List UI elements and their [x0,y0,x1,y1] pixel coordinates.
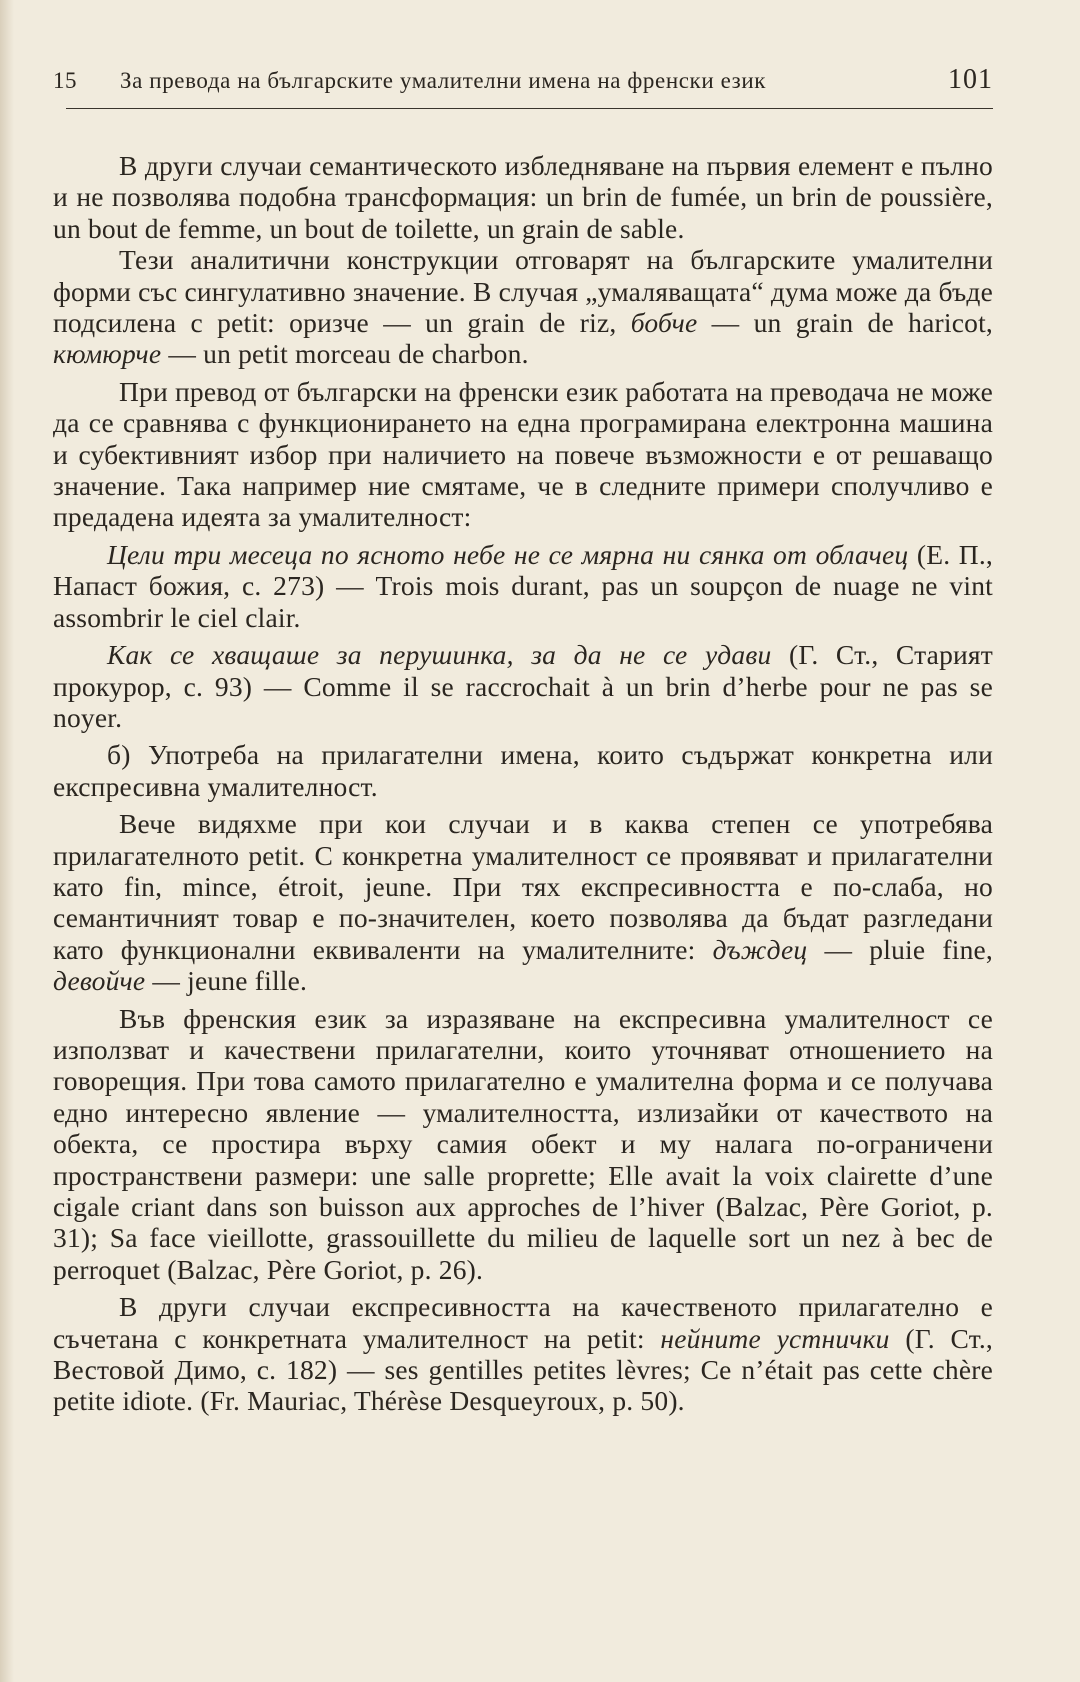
paragraph-2: Тези аналитични конструкции отговарят на българските умалителни форми със сингулативно значение. В случая „умаляващата“ дума може да бъде подсилена с petit: оризче — un grain de riz, бобче — un grain de haricot, кюмюрче — un petit morceau de charbon. [53,244,993,370]
example-2: Как се хващаше за перушинка, за да не се удави (Г. Ст., Старият прокурор, с. 93) — Comme il se raccrochait à un brin d’herbe pour ne pas se noyer. [53,639,993,733]
header-rule [66,108,993,109]
running-title: За превода на българските умалителни имена на френски език [120,68,767,93]
page-edge [0,0,14,1682]
paragraph-3: При превод от български на френски език работата на преводача не може да се сравнява с функционирането на една програмирана електронна машина и субективният избор при наличието на повече възможности е от решаващо значение. Така например ние смятаме, че в следните примери сполучливо е предадена идеята за умалителност: [53,375,993,533]
section-number: 15 [53,68,77,93]
paragraph-6: В други случаи експресивността на качественото прилагателно е съчетана с конкретната умалителност на petit: нейните устнички (Г. Ст., Вестовой Димо, с. 182) — ses gentilles petites lèvres; Ce n’était pas cette chère petite idiote. (Fr. Mauriac, Thérèse Desqueyroux, p. 50). [53,1291,994,1417]
example-1: Цели три месеца по ясното небе не се мярна ни сянка от облачец (Е. П., Напаст божия, с. 273) — Trois mois durant, pas un soupçon de nuage ne vint assombrir le ciel clair. [53,538,993,633]
page-header [53,62,993,106]
paragraph-1: В други случаи семантическото избледняване на първия елемент е пълно и не позволява подобна трансформация: un brin de fumée, un brin de poussière, un bout de femme, un bout de toilette, un grain de sable. [53,150,993,244]
paragraph-4: Вече видяхме при кои случаи и в каква степен се употребява прилагателното petit. С конкретна умалителност се проявяват и прилагателни като fin, mince, étroit, jeune. При тях експресивността е по-слаба, но семантичният товар е по-значителен, което позволява да бъдат разгледани като функционални еквиваленти на умалителните: дъждец — pluie fine, девойче — jeune fille. [53,808,993,997]
body-text [53,150,993,1417]
subsection-b: б) Употреба на прилагателни имена, които съдържат конкретна или експресивна умалителност. [53,739,993,802]
page-number: 101 [948,64,993,95]
paragraph-5: Във френския език за изразяване на експресивна умалителност се използват и качествени прилагателни, които уточняват отношението на говорещия. При това самото прилагателно е умалителна форма и се получава едно интересно явление — умалителността, излизайки от качеството на обекта, се простира върху самия обект и му налага по-ограничени пространствени размери: une salle proprette; Elle avait la voix clairette d’une cigale criant dans son buisson aux approches de l’hiver (Balzac, Père Goriot, p. 31); Sa face vieillotte, grassouillette du milieu de laquelle sort un nez à bec de perroquet (Balzac, Père Goriot, p. 26). [53,1002,993,1285]
